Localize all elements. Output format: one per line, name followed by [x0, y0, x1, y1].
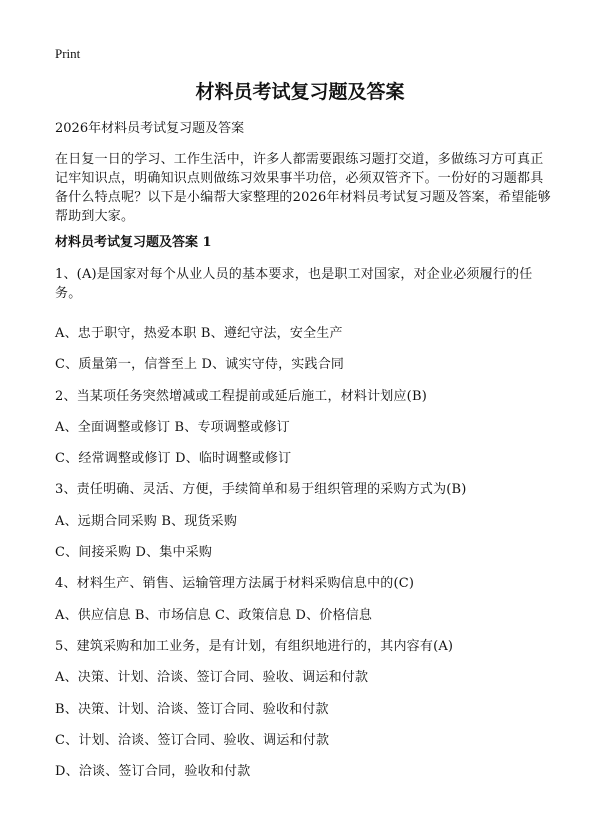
option-line	[55, 418, 555, 449]
document-title: 材料员考试复习题及答案	[195, 81, 405, 103]
section-heading: 材料员考试复习题及答案 1	[55, 235, 212, 250]
question-line	[55, 480, 555, 511]
question-line	[55, 265, 555, 324]
question-line	[55, 574, 555, 605]
option-line	[55, 449, 555, 480]
option-text: C、间接采购 D、集中采购	[55, 545, 213, 561]
option-text: A、供应信息 B、市场信息 C、政策信息 D、价格信息	[55, 607, 373, 623]
option-line	[55, 700, 555, 731]
question-text: 3、责任明确、灵活、方便，手续简单和易于组织管理的采购方式为(B)	[55, 482, 467, 498]
document-subtitle: 2026年材料员考试复习题及答案	[55, 121, 245, 136]
option-text: B、决策、计划、洽谈、签订合同、验收和付款	[55, 701, 329, 717]
option-text: C、经常调整或修订 D、临时调整或修订	[55, 451, 292, 467]
question-text: 4、材料生产、销售、运输管理方法属于材料采购信息中的(C)	[55, 576, 415, 592]
option-line	[55, 606, 555, 637]
option-line	[55, 543, 555, 574]
option-line	[55, 762, 555, 793]
print-label: Print	[55, 46, 81, 61]
option-line	[55, 355, 555, 386]
question-text: 5、建筑采购和加工业务，是有计划，有组织地进行的，其内容有(A)	[55, 638, 454, 654]
question-line	[55, 387, 555, 418]
option-text: A、远期合同采购 B、现货采购	[55, 513, 238, 529]
option-text: A、忠于职守，热爱本职 B、遵纪守法，安全生产	[55, 326, 343, 341]
intro-paragraph: 在日复一日的学习、工作生活中，许多人都需要跟练习题打交道，多做练习方可真正记牢知识点，明确知识点则做练习效果事半功倍，必须双管齐下。一份好的习题都具备什么特点呢？以下是小编帮大家整理的2026年材料员考试复习题及答案，希望能够帮助到大家。	[55, 152, 551, 224]
question-text: 1、(A)是国家对每个从业人员的基本要求，也是职工对国家，对企业必须履行的任务。	[55, 267, 533, 301]
option-line	[55, 668, 555, 699]
question-list	[55, 265, 555, 793]
option-line	[55, 731, 555, 762]
question-text: 2、当某项任务突然增减或工程提前或延后施工，材料计划应(B)	[55, 388, 427, 404]
option-text: A、决策、计划、洽谈、签订合同、验收、调运和付款	[55, 670, 369, 686]
option-text: A、全面调整或修订 B、专项调整或修订	[55, 419, 290, 435]
question-line	[55, 637, 555, 668]
option-text: C、质量第一，信誉至上 D、诚实守侍，实践合同	[55, 357, 345, 373]
option-line	[55, 324, 555, 355]
option-text: D、洽谈、签订合同，验收和付款	[55, 764, 251, 780]
option-line	[55, 512, 555, 543]
option-text: C、计划、洽谈、签订合同、验收、调运和付款	[55, 732, 330, 748]
